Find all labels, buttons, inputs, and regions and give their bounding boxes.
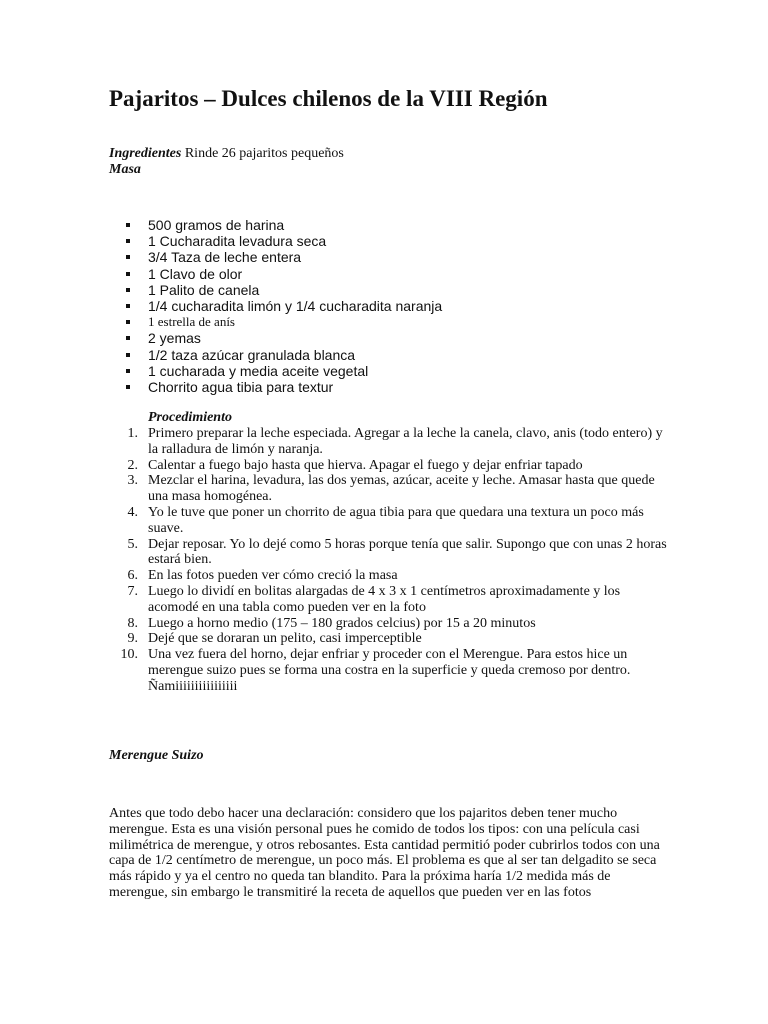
bullet-icon: [126, 239, 130, 243]
procedure-heading: Procedimiento: [148, 410, 232, 425]
bullet-icon: [126, 272, 130, 276]
procedure-step: 10. Una vez fuera del horno, dejar enfriar y proceder con el Merengue. Para estos hice un merengue suizo pues se forma una costra en la superficie y queda cremoso por dentro. Ñamiiiiiiiiiiiiiiii: [120, 647, 631, 694]
bullet-icon: [126, 288, 130, 292]
procedure-step: 9. Dejé que se doraran un pelito, casi imperceptible: [127, 631, 422, 647]
ingredient-item: 1 estrella de anís: [126, 314, 442, 330]
procedure-step: 5. Dejar reposar. Yo lo dejé como 5 horas porque tenía que salir. Supongo que con unas 2 horas estará bien.: [127, 536, 667, 568]
meringue-heading: Merengue Suizo: [109, 748, 204, 763]
bullet-icon: [126, 336, 130, 340]
ingredient-item: 1 Cucharadita levadura seca: [126, 233, 442, 249]
bullet-icon: [126, 304, 130, 308]
procedure-step: 2. Calentar a fuego bajo hasta que hierva. Apagar el fuego y dejar enfriar tapado: [127, 457, 583, 473]
ingredients-heading: [109, 146, 344, 162]
procedure-step: 1. Primero preparar la leche especiada. Agregar a la leche la canela, clavo, anis (todo entero) y la ralladura de limón y naranja.: [127, 426, 663, 457]
bullet-icon: [126, 353, 130, 357]
bullet-icon: [126, 223, 130, 227]
bullet-icon: [126, 255, 130, 259]
yield-text: Rinde 26 pajaritos pequeños: [181, 146, 344, 161]
bullet-icon: [126, 320, 130, 324]
ingredient-item: 1 Palito de canela: [126, 282, 442, 298]
ingredient-item: 1/4 cucharadita limón y 1/4 cucharadita naranja: [126, 298, 442, 314]
procedure-step: 8. Luego a horno medio (175 – 180 grados celcius) por 15 a 20 minutos: [127, 615, 536, 631]
ingredients-label: Ingredientes: [109, 146, 182, 161]
ingredients-list: [126, 217, 442, 395]
page-title: Pajaritos – Dulces chilenos de la VIII Región: [109, 86, 548, 111]
section-masa-heading: Masa: [109, 162, 141, 177]
procedure-steps: [108, 426, 668, 695]
ingredient-item: 1 Clavo de olor: [126, 266, 442, 282]
ingredient-item: 500 gramos de harina: [126, 217, 442, 233]
procedure-step: 4. Yo le tuve que poner un chorrito de agua tibia para que quedara una textura un poco más suave.: [127, 504, 644, 536]
ingredient-item: 2 yemas: [126, 330, 442, 346]
ingredient-item: 1/2 taza azúcar granulada blanca: [126, 347, 442, 363]
procedure-step: 3. Mezclar el harina, levadura, las dos yemas, azúcar, aceite y leche. Amasar hasta que quede una masa homogénea.: [127, 473, 655, 505]
ingredient-item: 1 cucharada y media aceite vegetal: [126, 363, 442, 379]
bullet-icon: [126, 385, 130, 389]
ingredient-item: Chorrito agua tibia para textur: [126, 379, 442, 395]
procedure-step: 6. En las fotos pueden ver cómo creció la masa: [127, 568, 398, 584]
bullet-icon: [126, 369, 130, 373]
ingredient-item: 3/4 Taza de leche entera: [126, 249, 442, 265]
meringue-paragraph: Antes que todo debo hacer una declaración: considero que los pajaritos deben tener mucho merengue. Esta es una visión personal pues he comido de todos los tipos: con una película casi milimétrica de merengue, y otros rebosantes. Esta cantidad permitió poder cubrirlos todos con una capa de 1/2 centímetro de merengue, un poco más. El problema es que al ser tan delgadito se seca más rápido y ya el centro no queda tan blandito. Para la próxima haría 1/2 medida más de merengue, sin embargo le transmitiré la receta de aquellos que pueden ver en las fotos: [109, 806, 660, 900]
procedure-step: 7. Luego lo dividí en bolitas alargadas de 4 x 3 x 1 centímetros aproximadamente y los acomodé en una tabla como pueden ver en la foto: [127, 583, 621, 615]
